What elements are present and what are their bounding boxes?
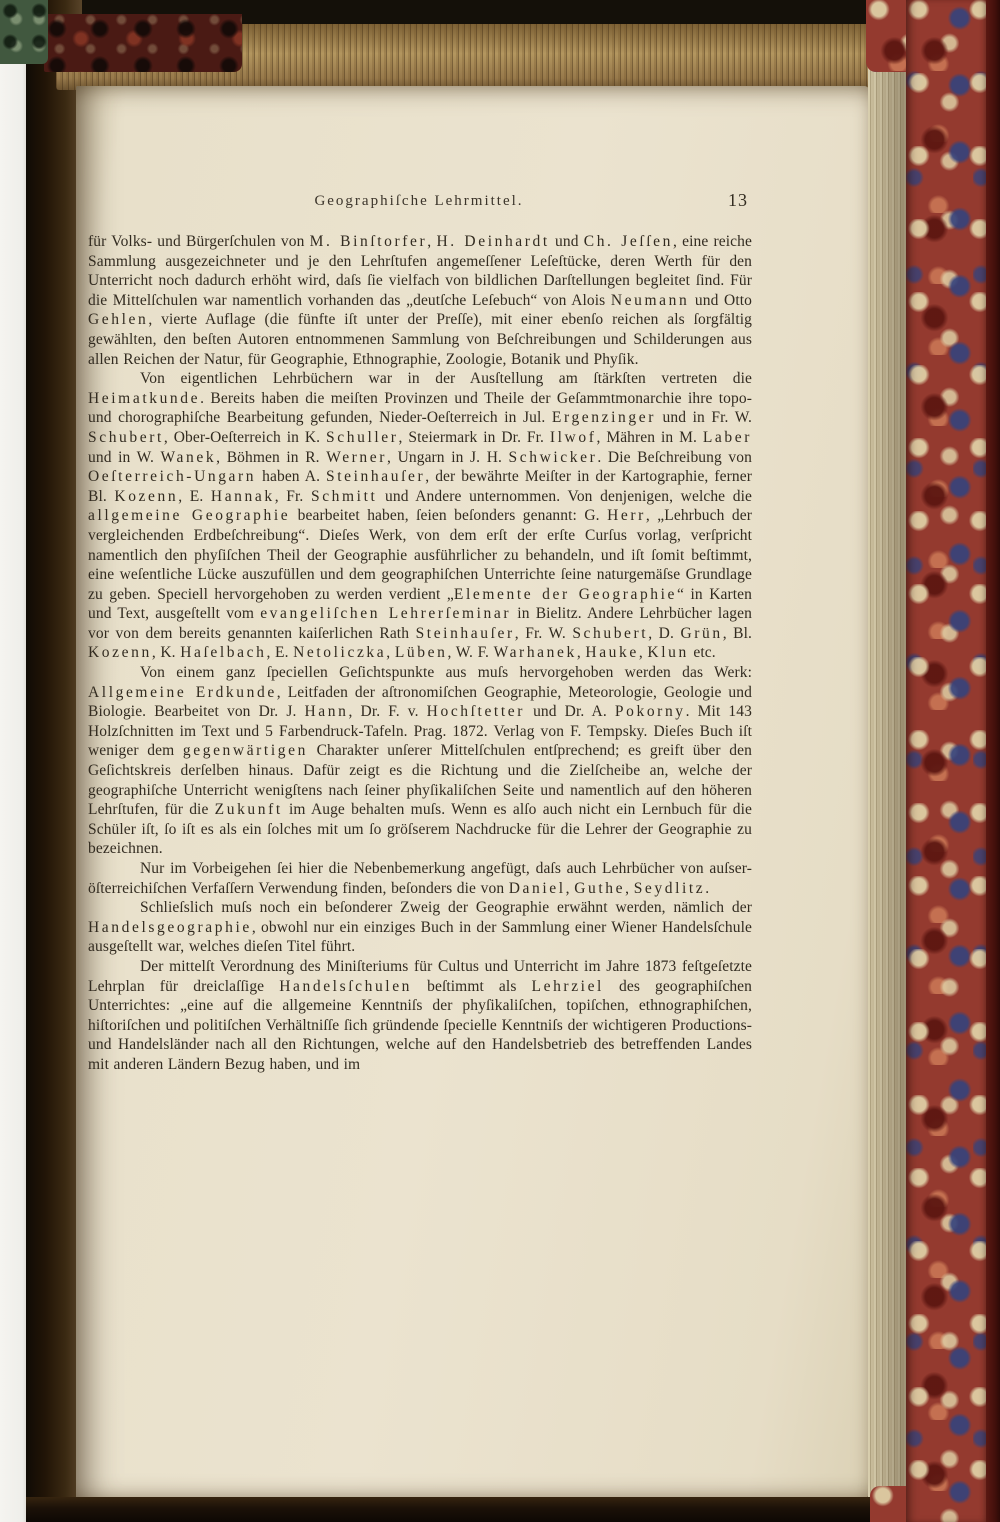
- book-gutter-spine: [26, 0, 82, 1522]
- running-title: Geographiſche Lehrmittel.: [314, 193, 524, 209]
- text-run: und Andere unternommen. Von denjenigen, welche die: [377, 487, 752, 505]
- letterspaced-name: Hann: [304, 703, 349, 721]
- text-run: , Steiermark in Dr. Fr.: [398, 428, 550, 446]
- letterspaced-name: Warhanek: [493, 644, 577, 662]
- text-run: für Volks- und Bürgerſchulen von: [88, 233, 310, 250]
- text-run: des geographiſchen Unterrichtes: „eine auf die allgemeine Kenntniſs der phyſikaliſchen, topiſchen, ethnographiſchen, hiſtoriſchen und politiſchen Verhältniſſe ſich gründende ſpecielle Kenntniſs der wichtigeren Productions- und Handelsländer nach all den Richtungen, welche auf den Handelsbetrieb des betreffenden Landes mit anderen Ländern Bezug haben, und im: [88, 977, 752, 1073]
- text-run: und Dr. A.: [525, 703, 615, 721]
- letterspaced-name: Klun: [647, 644, 689, 662]
- letterspaced-name: H. Deinhardt: [436, 233, 550, 250]
- text-run: Schlieſslich muſs noch ein beſonderer Zweig der Geographie erwähnt werden, nämlich der: [140, 899, 752, 917]
- letterspaced-name: Handelsſchulen: [279, 977, 413, 995]
- text-run: , Bl.: [722, 624, 752, 642]
- letterspaced-name: Laber: [702, 428, 752, 446]
- letterspaced-name: Heimatkunde: [88, 389, 201, 407]
- text-run: , K.: [151, 644, 181, 662]
- cover-leather-edge: [986, 0, 1000, 1522]
- letterspaced-name: Pokorny: [614, 703, 686, 721]
- cover-corner-green-marble: [0, 0, 48, 64]
- page-header: [88, 192, 750, 214]
- text-run: , D.: [648, 624, 681, 642]
- paragraph: [88, 232, 752, 369]
- cover-corner-red-marble: [44, 14, 242, 72]
- letterspaced-name: Lüben: [394, 644, 448, 662]
- text-run: .: [705, 879, 710, 897]
- text-run: , Böhmen in R.: [216, 448, 327, 466]
- letterspaced-name: Hannak: [210, 487, 275, 505]
- text-run: , Mähren in M.: [596, 428, 703, 446]
- letterspaced-name: Schwicker: [508, 448, 598, 466]
- text-run: , eine reiche Sammlung ausgezeichneter und je den Lehrſtufen angemeſſener Leſeſtücke, deren Werth für den Unterricht noch dadurch erhöht wird, daſs ſie vielfach von bildlichen Darſtellungen begleitet ſind. Für die Mittelſchulen war namentlich vorhanden das „deutſche Leſebuch“ von Alois: [88, 233, 752, 309]
- letterspaced-name: Kozenn: [114, 487, 179, 505]
- letterspaced-name: Allgemeine Erdkunde: [88, 683, 277, 701]
- text-run: in Bielitz. Andere Lehrbücher lagen vor von dem bereits genannten kaiſerlichen Rath: [88, 605, 752, 642]
- text-run: ,: [386, 644, 395, 662]
- text-run: , E.: [178, 487, 211, 505]
- paragraph: [88, 898, 752, 957]
- letterspaced-name: Elemente der Geographie: [453, 585, 678, 603]
- text-run: . Die Beſchreibung von: [597, 448, 752, 466]
- marbled-endpaper: [906, 0, 986, 1522]
- text-run: , vierte Auflage (die fünfte iſt unter der Preſſe), mit einer ebenſo reichen als ſorgfältig gewählten, den beſten Autoren entnommenen Sammlung von Beſchreibungen und Schilderungen aus allen Reichen der Natur, für Geographie, Ethnographie, Zoologie, Botanik und Phyſik.: [88, 311, 752, 368]
- letterspaced-name: Schuller: [326, 428, 399, 446]
- letterspaced-name: Kozenn: [88, 644, 152, 662]
- letterspaced-name: Ch. Jeſſen: [583, 233, 673, 250]
- letterspaced-name: M. Binſtorfer: [309, 233, 428, 250]
- letterspaced-name: Oeſterreich-Ungarn: [88, 468, 257, 486]
- text-run: und: [549, 233, 584, 250]
- text-run: ,: [638, 644, 648, 662]
- page-fore-edge-stack: [868, 40, 910, 1510]
- letterspaced-name: Gehlen: [88, 311, 149, 329]
- letterspaced-name: Steinhauſer: [415, 624, 515, 642]
- letterspaced-name: Daniel: [508, 879, 566, 897]
- text-run: Von eigentlichen Lehrbüchern war in der Ausſtellung am ſtärkſten vertreten die: [140, 370, 752, 388]
- text-run: Der mittelſt Verordnung des Miniſteriums für Cultus und Unterricht im Jahre 1873 feſtgeſetzte Lehrplan für dreiclaſſige: [88, 957, 752, 995]
- letterspaced-name: Grün: [680, 624, 723, 642]
- text-run: , Ungarn in J. H.: [387, 448, 509, 466]
- paragraph: [88, 369, 752, 663]
- text-run: etc.: [688, 644, 716, 662]
- letterspaced-name: evangeliſchen Lehrerſeminar: [260, 605, 512, 623]
- letterspaced-name: Guthe: [574, 879, 626, 897]
- text-run: haben A.: [256, 468, 327, 486]
- letterspaced-name: Wanek: [160, 448, 217, 466]
- letterspaced-name: Hochſtetter: [426, 703, 525, 721]
- text-run: , E.: [266, 644, 294, 662]
- text-run: , Leitfaden der aſtronomiſchen Geographie, Meteorologie, Geologie und Biologie. Bearbeitet von Dr. J.: [88, 683, 752, 721]
- text-run: , W. F.: [447, 644, 494, 662]
- letterspaced-name: Zukunft: [214, 801, 283, 819]
- text-run: Nur im Vorbeigehen ſei hier die Nebenbemerkung angefügt, daſs auch Lehrbücher von auſser-öſterreichiſchen Verfaſſern Verwendung finden, beſonders die von: [88, 860, 752, 897]
- text-run: Charakter unſerer Mittelſchulen entſprechend; es greift über den Geſichtskreis derſelben hinaus. Dafür zeigt es die Richtung und die Zielſcheibe an, welche der geographiſche Unterricht wenigſtens nach ſeiner phyſikaliſchen Seite und namentlich auf den höheren Lehrſtufen, für die: [88, 742, 752, 819]
- text-run: . Mit 143 Holzſchnitten im Text und 5 Farbendruck-Tafeln. Prag. 1872. Verlag von F. Tempsky. Dieſes Buch iſt weniger dem: [88, 703, 752, 760]
- text-run: Von einem ganz ſpeciellen Geſichtspunkte aus muſs hervorgehoben werden das Werk:: [140, 664, 752, 682]
- text-run: . Bereits haben die meiſten Provinzen und Theile der Geſammtmonarchie ihre topo- und chorographiſche Bearbeitung gefunden, Nieder-Oeſterreich in Jul.: [88, 389, 752, 427]
- text-run: , der bewährte Meiſter in der Kartographie, ferner Bl.: [88, 468, 752, 505]
- paragraph: [88, 859, 752, 898]
- letterspaced-name: gegenwärtigen: [182, 742, 308, 760]
- text-run: und in W.: [88, 448, 161, 466]
- text-run: ,: [565, 879, 575, 897]
- letterspaced-name: Schubert: [88, 428, 164, 446]
- letterspaced-name: Lehrziel: [531, 977, 604, 995]
- letterspaced-name: Hauke: [585, 644, 639, 662]
- text-run: , Fr. W.: [514, 624, 573, 642]
- text-run: beſtimmt als: [412, 977, 532, 995]
- text-run: , Ober-Oeſterreich in K.: [163, 428, 327, 446]
- text-run: ,: [427, 233, 437, 250]
- text-run: , „Lehrbuch der vergleichenden Erdbeſchreibung“. Dieſes Werk, von dem erſt der erſte Curſus vorlag, verſpricht namentlich den phyſiſchen Theil der Geographie ausführlicher zu behandeln, und iſt ſomit beſtimmt, eine weſentliche Lücke auszufüllen und dem geographiſchen Unterrichte ſeine naturgemäſse Grundlage zu geben. Speciell hervorgehoben zu werden verdient „: [88, 507, 752, 603]
- bottom-page-edges-shadow: [26, 1497, 910, 1522]
- text-run: ,: [625, 879, 634, 897]
- letterspaced-name: Herr: [607, 507, 646, 525]
- paragraph: [88, 957, 752, 1075]
- text-run: bearbeitet haben, ſeien beſonders genannt: G.: [290, 507, 608, 525]
- text-run: und Otto: [689, 291, 752, 309]
- text-run: , obwohl nur ein einziges Buch in der Sammlung einer Wiener Handelsſchule ausgeſtellt war, welches dieſen Titel führt.: [88, 918, 752, 956]
- letterspaced-name: Seydlitz: [633, 879, 706, 897]
- text-run: und in Fr. W.: [655, 409, 752, 427]
- letterspaced-name: Ergenzinger: [551, 409, 656, 427]
- letterspaced-name: Schubert: [572, 624, 649, 642]
- letterspaced-name: Werner: [326, 448, 388, 466]
- text-run: ,: [576, 644, 586, 662]
- text-run: , Fr.: [274, 487, 311, 505]
- letterspaced-name: Ilwof: [549, 428, 597, 446]
- text-run: “ in Karten und Text, ausgeſtellt vom: [88, 585, 752, 623]
- book-page: [76, 86, 870, 1498]
- scanner-background: [0, 0, 28, 1522]
- page-number: 13: [728, 190, 748, 210]
- text-run: , Dr. F. v.: [348, 703, 427, 721]
- body-text: [88, 232, 752, 1075]
- paragraph: [88, 663, 752, 859]
- letterspaced-name: Schmitt: [310, 487, 378, 505]
- letterspaced-name: Handelsgeographie: [88, 918, 252, 936]
- text-run: im Auge behalten muſs. Wenn es alſo auch nicht ein Lernbuch für die Schüler iſt, ſo iſt es als ein ſolches mit um ſo gröſserem Nachdrucke für die Lehrer der Geographie zu bezeichnen.: [88, 801, 752, 858]
- letterspaced-name: Neumann: [610, 291, 690, 309]
- letterspaced-name: allgemeine Geographie: [88, 507, 291, 525]
- letterspaced-name: Steinhauſer: [326, 468, 426, 486]
- letterspaced-name: Haſelbach: [180, 644, 267, 662]
- letterspaced-name: Netoliczka: [293, 644, 387, 662]
